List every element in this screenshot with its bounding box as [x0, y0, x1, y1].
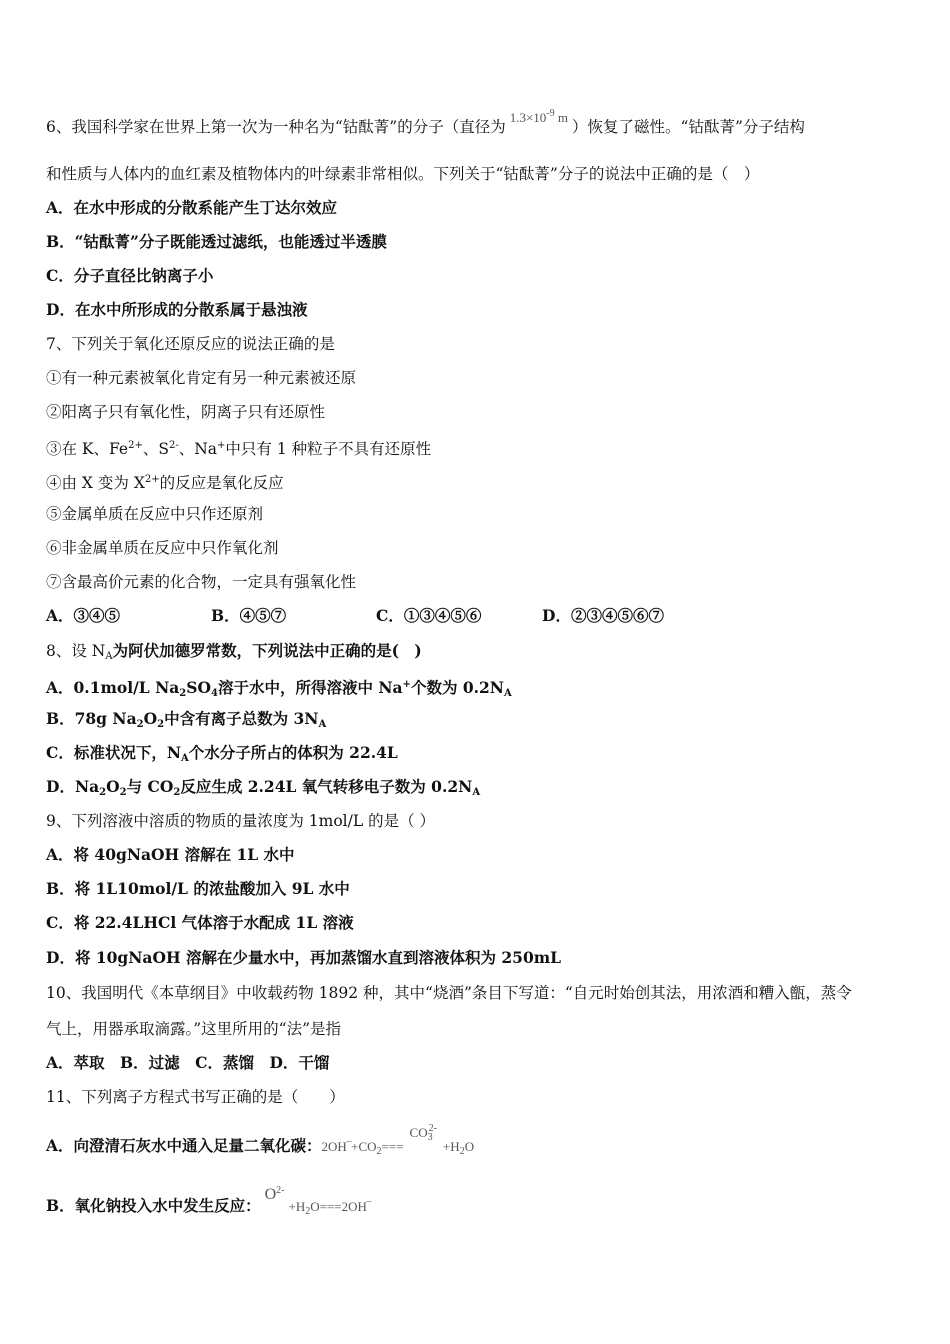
- q7-option-d: D．②③④⑤⑥⑦: [542, 606, 664, 625]
- q9-option-a: A．将 40gNaOH 溶解在 1L 水中: [46, 845, 295, 864]
- q7-statement-1: ①有一种元素被氧化肯定有另一种元素被还原: [46, 369, 357, 387]
- q9-stem: 9、下列溶液中溶质的物质的量浓度为 1mol/L 的是（ ）: [46, 812, 436, 830]
- q8-option-a: A．0.1mol/L $Na_2SO_4$溶于水中，所得溶液中 Na+个数为 $0.2N_A$: [46, 678, 512, 699]
- q8-stem: 8、设 $N_A$为阿伏加德罗常数，下列说法中正确的是( ): [46, 641, 422, 662]
- q11-a-equation: $2OH‾+CO_2===$: [321, 1139, 404, 1157]
- q6-line2: 和性质与人体内的血红素及植物体内的叶绿素非常相似。下列关于“钴酞菁”分子的说法中正确的是（ ）: [46, 165, 760, 183]
- q9-option-b: B．将 1L10mol/L 的浓盐酸加入 9L 水中: [46, 879, 350, 898]
- q7-option-b: B．④⑤⑦: [211, 606, 287, 625]
- q9-option-d: D．将 10gNaOH 溶解在少量水中，再加蒸馏水直到溶液体积为 250mL: [46, 948, 562, 967]
- q7-statement-6: ⑥非金属单质在反应中只作氧化剂: [46, 539, 279, 557]
- q6-text-a: 6、我国科学家在世界上第一次为一种名为“钴酞菁”的分子（直径为: [46, 118, 506, 136]
- q6-line1: [46, 108, 805, 138]
- q7-options: [46, 606, 906, 626]
- q10-line2: 气上，用器承取滴露。”这里所用的“法”是指: [46, 1020, 342, 1038]
- q10-options: A．萃取 B．过滤 C．蒸馏 D．干馏: [46, 1053, 330, 1072]
- q9-option-c: C．将 22.4LHCl 气体溶于水配成 1L 溶液: [46, 913, 354, 932]
- q6-option-d: D．在水中所形成的分散系属于悬浊液: [46, 300, 308, 319]
- q11-b-equation: $+H_2O===2OH‾$: [288, 1199, 372, 1217]
- q11-stem: 11、下列离子方程式书写正确的是（ ）: [46, 1088, 345, 1106]
- q11-option-b: B．氧化钠投入水中发生反应：$O^{2-}+H_2O===2OH‾$: [46, 1193, 371, 1222]
- q8-option-d: D．$Na_2O_2$与 $CO_2$反应生成 2.24L 氧气转移电子数为 $0.2N_A$: [46, 777, 481, 798]
- q6-text-b: ）恢复了磁性。“钴酞菁”分子结构: [572, 118, 805, 136]
- q7-stem: 7、下列关于氧化还原反应的说法正确的是: [46, 335, 335, 353]
- q6-option-c: C．分子直径比钠离子小: [46, 266, 214, 285]
- q8-option-b: B．78g $Na_2O_2$中含有离子总数为 $3N_A$: [46, 709, 327, 730]
- q6-diameter-formula: 1.3×10-9 m: [509, 108, 569, 125]
- q11-option-a: A．向澄清石灰水中通入足量二氧化碳：$2OH‾+CO_2===CO_3^{2-}+H_2O$: [46, 1133, 474, 1162]
- q11-b-oxide-ion: $O^{2-}$: [264, 1185, 285, 1203]
- q7-statement-7: ⑦含最高价元素的化合物，一定具有强氧化性: [46, 573, 357, 591]
- q7-statement-2: ②阳离子只有氧化性，阴离子只有还原性: [46, 403, 326, 421]
- q7-statement-4: ④由 X 变为 $X^{2+}$的反应是氧化反应: [46, 474, 284, 492]
- q7-statement-3: ③在 K、$Fe^{2+}$、$S^{2-}$、Na+中只有 1 种粒子不具有还原性: [46, 440, 432, 458]
- q8-option-c: C．标准状况下，$N_A$个水分子所占的体积为 22.4L: [46, 743, 398, 764]
- q7-option-c: C．①③④⑤⑥: [376, 606, 482, 625]
- q6-option-b: B．“钴酞菁”分子既能透过滤纸，也能透过半透膜: [46, 232, 387, 251]
- q10-line1: 10、我国明代《本草纲目》中收载药物 1892 种，其中“烧酒”条目下写道：“自元时始创其法，用浓酒和糟入甑，蒸令: [46, 984, 852, 1002]
- q7-option-a: A．③④⑤: [46, 606, 121, 625]
- q6-option-a: A．在水中形成的分散系能产生丁达尔效应: [46, 198, 338, 217]
- q11-a-carbonate-ion: $CO_3^{2-}$: [409, 1123, 437, 1143]
- q7-statement-5: ⑤金属单质在反应中只作还原剂: [46, 505, 264, 523]
